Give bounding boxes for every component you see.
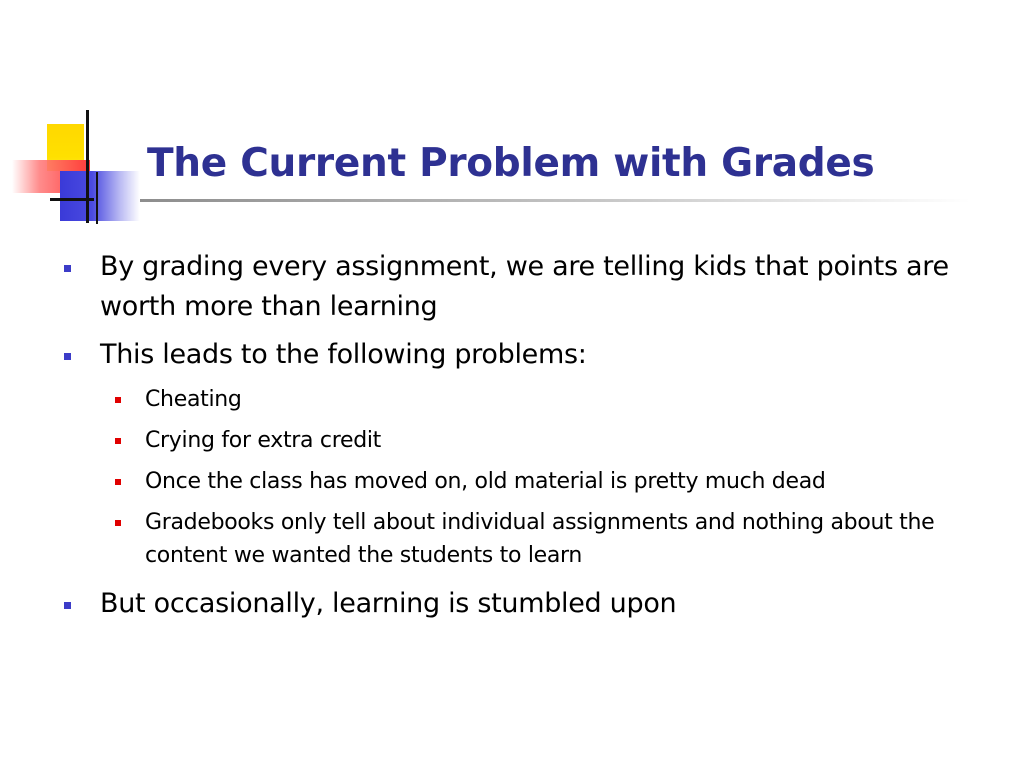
- bullet-item: [60, 247, 960, 327]
- sub-bullet-text: Cheating: [145, 387, 242, 412]
- sub-bullet-item: [60, 506, 960, 572]
- bullet-item: [60, 335, 960, 375]
- sub-bullet-item: [60, 465, 960, 498]
- square-bullet-icon: [64, 265, 71, 272]
- slide-title: The Current Problem with Grades: [147, 141, 875, 186]
- decorative-horizontal-line: [50, 198, 94, 201]
- decorative-vertical-line: [86, 110, 89, 223]
- decorative-vertical-line-short: [96, 172, 98, 224]
- sub-bullet-text: Crying for extra credit: [145, 428, 381, 453]
- decorative-blue-square: [60, 171, 140, 221]
- sub-bullet-item: [60, 424, 960, 457]
- bullet-list: [60, 247, 960, 632]
- small-square-bullet-icon: [115, 520, 121, 526]
- square-bullet-icon: [64, 353, 71, 360]
- sub-bullet-list: [60, 383, 960, 572]
- square-bullet-icon: [64, 602, 71, 609]
- bullet-text: This leads to the following problems:: [100, 339, 587, 370]
- sub-bullet-text: Gradebooks only tell about individual assignments and nothing about the content we wanted the students to learn: [145, 510, 935, 568]
- small-square-bullet-icon: [115, 479, 121, 485]
- title-underline: [140, 199, 970, 202]
- bullet-text: By grading every assignment, we are telling kids that points are worth more than learning: [100, 251, 949, 322]
- bullet-item: [60, 584, 960, 624]
- small-square-bullet-icon: [115, 438, 121, 444]
- small-square-bullet-icon: [115, 397, 121, 403]
- bullet-text: But occasionally, learning is stumbled upon: [100, 588, 677, 619]
- sub-bullet-item: [60, 383, 960, 416]
- sub-bullet-text: Once the class has moved on, old material is pretty much dead: [145, 469, 826, 494]
